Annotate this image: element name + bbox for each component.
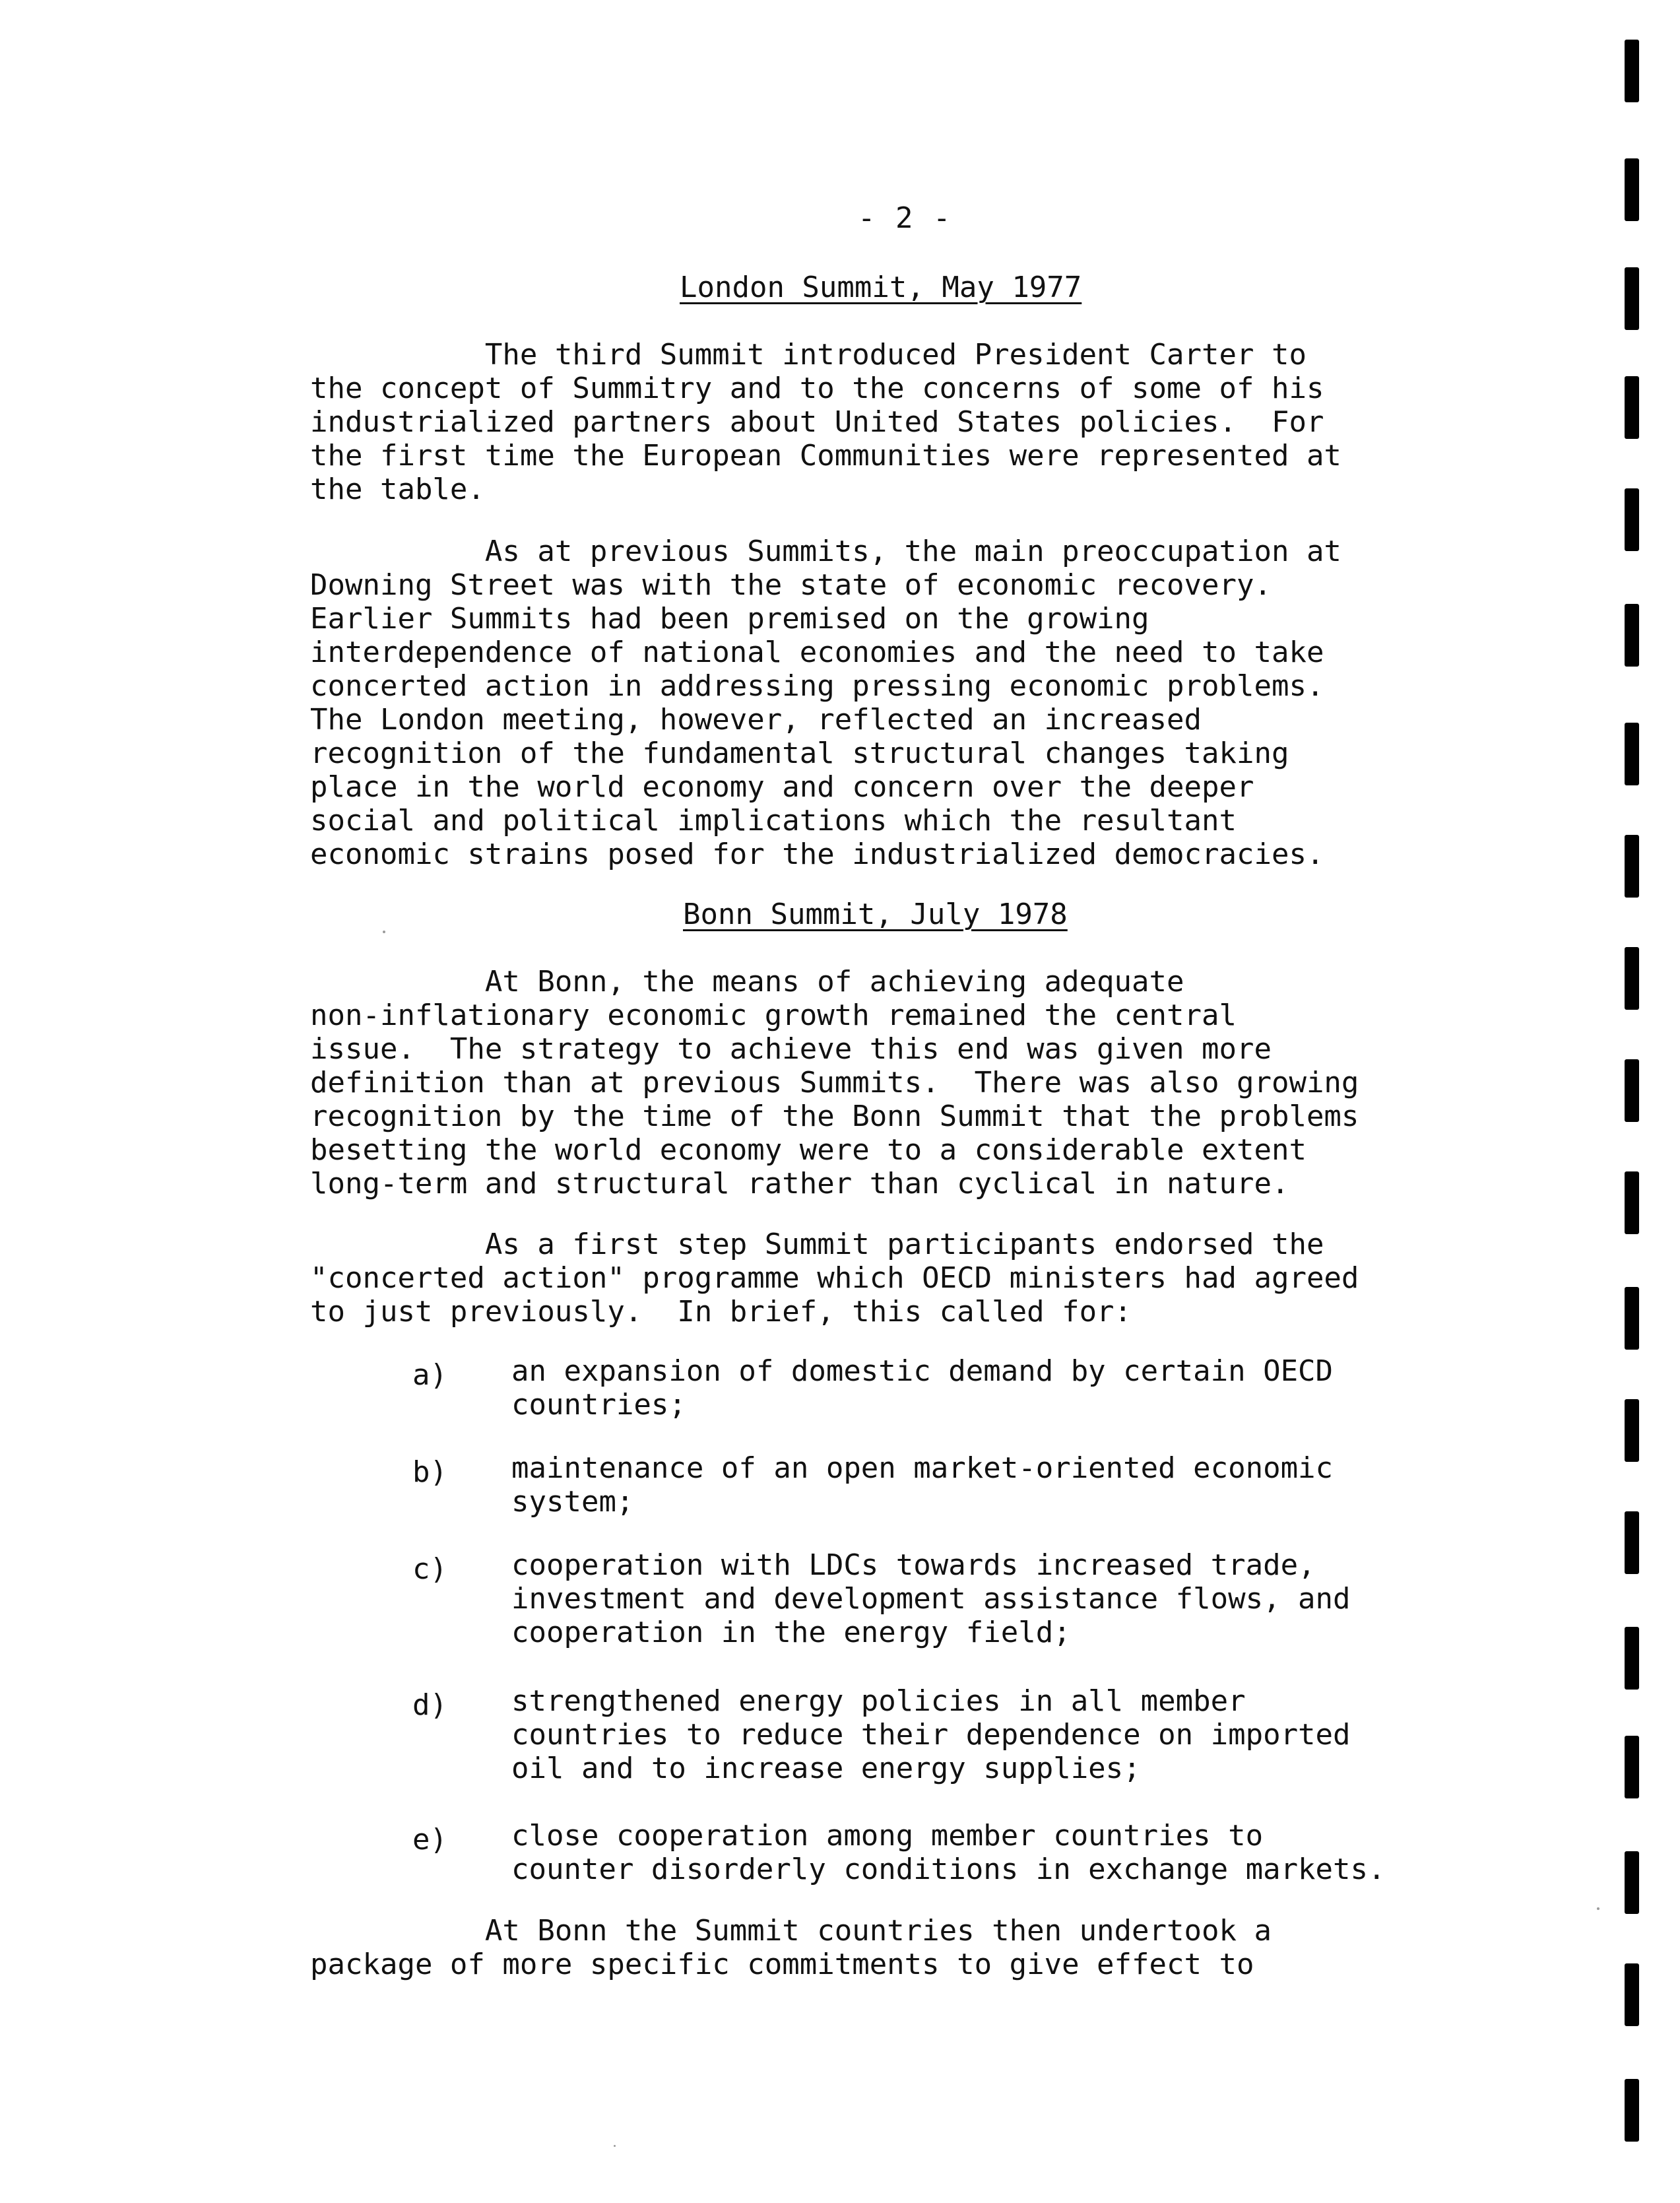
margin-revision-bar <box>1625 267 1639 330</box>
margin-revision-bar <box>1625 947 1639 1010</box>
margin-revision-bar <box>1625 1627 1639 1690</box>
margin-revision-bar <box>1625 604 1639 667</box>
margin-revision-bar <box>1625 376 1639 439</box>
paragraph-bonn-2: As a first step Summit participants endorsed the "concerted action" programme which OECD ministers had agreed to just previously. In brief, this called for: <box>310 1228 1359 1329</box>
list-item-label-d: d) <box>412 1688 447 1722</box>
margin-revision-bar <box>1625 1171 1639 1234</box>
scan-speck <box>1597 1907 1599 1910</box>
margin-revision-bar <box>1625 1287 1639 1350</box>
margin-revision-bar <box>1625 1736 1639 1798</box>
section-heading-bonn-summit: Bonn Summit, July 1978 <box>683 898 1068 931</box>
margin-revision-bar <box>1625 40 1639 102</box>
margin-revision-bar <box>1625 723 1639 785</box>
page-number: - 2 - <box>858 201 952 235</box>
margin-revision-bar <box>1625 1059 1639 1122</box>
margin-revision-bar <box>1625 1851 1639 1914</box>
margin-revision-bar <box>1625 158 1639 221</box>
paragraph-bonn-closing: At Bonn the Summit countries then undertook a package of more specific commitments to give effect to <box>310 1914 1272 1981</box>
list-item-label-c: c) <box>412 1552 447 1586</box>
list-item-text-a: an expansion of domestic demand by certain OECD countries; <box>511 1354 1334 1422</box>
list-item-label-e: e) <box>412 1823 447 1857</box>
paragraph-bonn-1: At Bonn, the means of achieving adequate non-inflationary economic growth remained the central issue. The strategy to achieve this end was given more definition than at previous Summits. There was also growing recognition by the time of the Bonn Summit that the problems besetting the world economy were to a considerable extent long-term and structural rather than cyclical in nature. <box>310 965 1359 1200</box>
list-item-text-c: cooperation with LDCs towards increased trade, investment and development assistance flows, and cooperation in the energy field; <box>511 1548 1351 1649</box>
list-item-label-b: b) <box>412 1455 447 1489</box>
section-heading-london-summit: London Summit, May 1977 <box>680 271 1082 304</box>
margin-revision-bar <box>1625 2079 1639 2142</box>
paragraph-london-1: The third Summit introduced President Carter to the concept of Summitry and to the concerns of some of his industrialized partners about United States policies. For the first time the European Communities were represented at the table. <box>310 338 1341 506</box>
margin-revision-bar <box>1625 1963 1639 2026</box>
margin-revision-bar <box>1625 488 1639 551</box>
list-item-label-a: a) <box>412 1358 447 1392</box>
margin-revision-bar <box>1625 1399 1639 1462</box>
list-item-text-d: strengthened energy policies in all member countries to reduce their dependence on imported oil and to increase energy supplies; <box>511 1684 1351 1785</box>
list-item-text-b: maintenance of an open market-oriented economic system; <box>511 1451 1334 1519</box>
margin-revision-bar <box>1625 1511 1639 1574</box>
list-item-text-e: close cooperation among member countries to counter disorderly conditions in exchange markets. <box>511 1819 1386 1886</box>
scan-speck <box>383 931 385 933</box>
scan-speck <box>614 2145 616 2147</box>
paragraph-london-2: As at previous Summits, the main preoccupation at Downing Street was with the state of economic recovery. Earlier Summits had been premised on the growing interdependence of national economies and the need to take concerted action in addressing pressing economic problems. The London meeting, however, reflected an increased recognition of the fundamental structural changes taking place in the world economy and concern over the deeper social and political implications which the resultant economic strains posed for the industrialized democracies. <box>310 535 1341 871</box>
margin-revision-bar <box>1625 835 1639 898</box>
